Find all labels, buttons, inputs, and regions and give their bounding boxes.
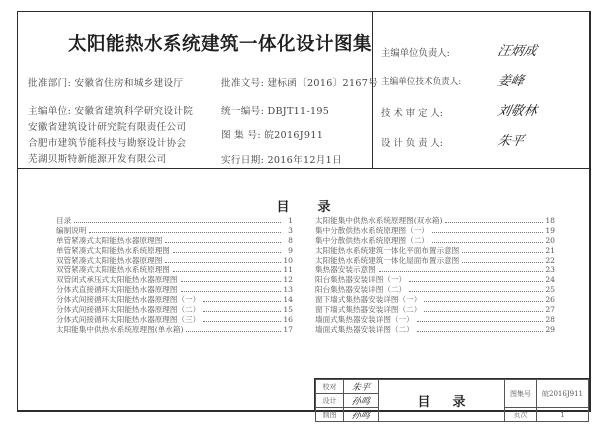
toc-entry[interactable] — [56, 245, 293, 255]
role-label: 校对 — [316, 380, 344, 394]
toc-entry-page: 13 — [283, 285, 293, 295]
toc-entry-title: 集热器安装示意图 — [315, 265, 376, 275]
responsible-label: 主编单位技术负责人: — [381, 77, 462, 87]
toc-entry-page: 17 — [283, 324, 293, 334]
cover-header — [18, 12, 589, 169]
toc-entry-title: 太阳能热水系统建筑一体化平面布置示意图 — [315, 245, 460, 255]
signature: 朱平 — [495, 134, 526, 149]
toc-entry-page: 29 — [545, 324, 555, 334]
toc-entry-page: 28 — [545, 314, 555, 324]
signature: 刘敬林 — [495, 104, 539, 119]
drawing-name: 目录 — [417, 395, 488, 410]
title-block — [314, 378, 589, 421]
role-label: 制图 — [316, 408, 344, 422]
leader-dots — [409, 276, 543, 282]
role-signature: 孙鸣 — [344, 408, 379, 422]
responsible-row — [381, 75, 481, 87]
toc-entry-page: 10 — [283, 255, 293, 265]
toc-entry-page: 18 — [545, 216, 555, 225]
approval-department: 批准部门: 安徽省住房和城乡建设厅 — [28, 78, 184, 89]
drawing-frame — [17, 11, 591, 421]
leader-dots — [181, 276, 282, 282]
toc-entry-page: 20 — [545, 235, 555, 245]
leader-dots — [203, 316, 281, 322]
toc-entry[interactable] — [315, 235, 555, 245]
toc-entry-page: 16 — [283, 314, 293, 324]
page-number: 1 — [537, 408, 589, 422]
toc-entry[interactable] — [56, 314, 293, 324]
toc-entry-page: 3 — [288, 225, 293, 235]
leader-dots — [165, 257, 281, 263]
toc-entry-title: 双管紧凑式太阳能热水器原理图 — [56, 255, 163, 265]
toc-entry-page: 14 — [283, 295, 293, 305]
leader-dots — [186, 326, 281, 332]
toc-entry-page: 26 — [545, 295, 555, 305]
toc-entry[interactable] — [56, 274, 293, 284]
toc-right-column — [315, 215, 555, 334]
unified-number: 统一编号: DBJT11-195 — [221, 106, 330, 117]
toc-entry-page: 24 — [545, 275, 555, 285]
toc-entry-title: 编制说明 — [56, 225, 87, 235]
toc-entry[interactable] — [315, 304, 555, 314]
atlas-number: 图 集 号: 皖2016J911 — [221, 130, 324, 141]
toc-entry[interactable] — [56, 284, 293, 294]
toc-entry[interactable] — [315, 255, 555, 265]
toc-entry-page: 25 — [545, 285, 555, 295]
responsible-label: 设 计 负 责 人: — [381, 138, 443, 149]
toc-entry-title: 集中分散供热水系统原理图（二） — [315, 235, 429, 245]
toc-entry-title: 单管紧凑式太阳能热水系统原理图 — [56, 245, 170, 255]
toc-entry-title: 阳台集热器安装详图（二） — [315, 285, 407, 295]
atlas-title: 太阳能热水系统建筑一体化设计图集 — [68, 34, 373, 55]
toc-entry-page: 27 — [545, 305, 555, 315]
toc-entry-page: 12 — [283, 275, 293, 285]
toc-entry-title: 窗下墙式集热器安装详图（一） — [315, 295, 422, 305]
toc-heading: 目录 — [276, 200, 359, 215]
toc-entry-title: 分体式直接循环太阳能热水器原理图 — [56, 285, 178, 295]
responsible-label: 技 术 审 定 人: — [381, 108, 443, 119]
toc-entry-page: 11 — [283, 265, 293, 275]
toc-entry-title: 墙面式集热器安装详图（一） — [315, 314, 414, 324]
drawing-name-cell — [379, 380, 505, 422]
toc-entry-title: 阳台集热器安装详图（一） — [315, 275, 407, 285]
leader-dots — [181, 286, 282, 292]
toc-entry-page: 9 — [288, 245, 293, 255]
toc-entry[interactable] — [315, 225, 555, 235]
responsible-row — [381, 105, 481, 119]
atlas-number-value: 皖2016J911 — [537, 380, 589, 408]
toc-entry-title: 集中分散供热水系统原理图（一） — [315, 225, 429, 235]
toc-entry-title: 目录 — [56, 216, 72, 225]
toc-entry[interactable] — [315, 245, 555, 255]
leader-dots — [203, 306, 281, 312]
leader-dots — [424, 306, 543, 312]
leader-dots — [417, 326, 543, 332]
toc-entry-page: 21 — [545, 245, 555, 255]
leader-dots — [432, 237, 543, 243]
leader-dots — [417, 316, 543, 322]
effective-date: 实行日期: 2016年12月1日 — [221, 155, 342, 166]
signature: 姜峰 — [495, 74, 526, 89]
chief-editor-unit-3: 合肥市建筑节能科技与勘察设计协会 — [28, 138, 187, 149]
toc-entry-title: 太阳能热水系统建筑一体化屋面布置示意图 — [315, 255, 460, 265]
toc-entry-title: 双管闭式承压式太阳能热水器原理图 — [56, 275, 178, 285]
toc-entry-page: 8 — [288, 235, 293, 245]
toc-entry-page: 1 — [288, 216, 293, 225]
leader-dots — [173, 266, 281, 272]
role-signature: 孙鸣 — [344, 394, 379, 408]
toc-entry-page: 15 — [283, 305, 293, 315]
toc-entry-title: 分体式间接循环太阳能热水器原理图（一） — [56, 295, 201, 305]
role-label: 设计 — [316, 394, 344, 408]
toc-entry-title: 太阳能集中供热水系统原理图(单水箱) — [56, 324, 184, 334]
responsible-row — [381, 135, 481, 149]
page-label: 页次 — [505, 408, 537, 422]
toc-entry[interactable] — [315, 284, 555, 294]
toc-entry[interactable] — [56, 264, 293, 274]
leader-dots — [203, 296, 281, 302]
leader-dots — [409, 286, 543, 292]
toc-entry-page: 23 — [545, 265, 555, 275]
toc-entry[interactable] — [315, 215, 555, 225]
role-signature: 朱平 — [344, 380, 379, 394]
title-block-table — [315, 379, 589, 422]
toc-entry[interactable] — [56, 304, 293, 314]
toc-entry-title: 单管紧凑式太阳能热水器原理图 — [56, 235, 163, 245]
responsible-label: 主编单位负责人: — [381, 48, 450, 59]
leader-dots — [165, 237, 281, 243]
toc-entry-title: 分体式间接循环太阳能热水器原理图（三） — [56, 314, 201, 324]
atlas-number-label: 图集号 — [505, 380, 537, 408]
toc-entry[interactable] — [56, 235, 293, 245]
toc-entry[interactable] — [315, 264, 555, 274]
toc-entry-title: 墙面式集热器安装详图（二） — [315, 324, 414, 334]
toc-entry-title: 窗下墙式集热器安装详图（二） — [315, 305, 422, 315]
toc-entry[interactable] — [56, 225, 293, 235]
leader-dots — [424, 296, 543, 302]
toc-entry[interactable] — [56, 255, 293, 265]
toc-entry[interactable] — [315, 294, 555, 304]
leader-dots — [445, 217, 543, 223]
toc-entry-page: 22 — [545, 255, 555, 265]
toc-entry-title: 分体式间接循环太阳能热水器原理图（二） — [56, 305, 201, 315]
toc-entry-title: 双管紧凑式太阳能热水系统原理图 — [56, 265, 170, 275]
leader-dots — [462, 247, 543, 253]
signature: 汪炳成 — [495, 44, 539, 59]
chief-editor-unit-1: 主编单位: 安徽省建筑科学研究设计院 — [28, 106, 194, 117]
leader-dots — [74, 217, 281, 223]
chief-editor-unit-2: 安徽省建筑设计研究院有限责任公司 — [28, 122, 187, 133]
leader-dots — [379, 266, 543, 272]
leader-dots — [89, 227, 281, 233]
toc-entry[interactable] — [315, 324, 555, 334]
toc-entry[interactable] — [56, 294, 293, 304]
header-left — [18, 12, 379, 168]
responsible-row — [381, 45, 481, 59]
responsible-persons — [373, 12, 589, 168]
approval-document-number: 批准文号: 建标函〔2016〕2167号 — [221, 78, 379, 89]
toc-entry-page: 19 — [545, 225, 555, 235]
toc-entry[interactable] — [56, 215, 293, 225]
chief-editor-unit-4: 芜湖贝斯特新能源开发有限公司 — [28, 154, 167, 165]
toc-entry[interactable] — [315, 314, 555, 324]
leader-dots — [432, 227, 543, 233]
toc-entry[interactable] — [315, 274, 555, 284]
leader-dots — [462, 257, 543, 263]
leader-dots — [173, 247, 281, 253]
toc-left-column — [56, 215, 293, 334]
toc-entry[interactable] — [56, 324, 293, 334]
toc-entry-title: 太阳能集中供热水系统原理图(双水箱) — [315, 216, 443, 225]
